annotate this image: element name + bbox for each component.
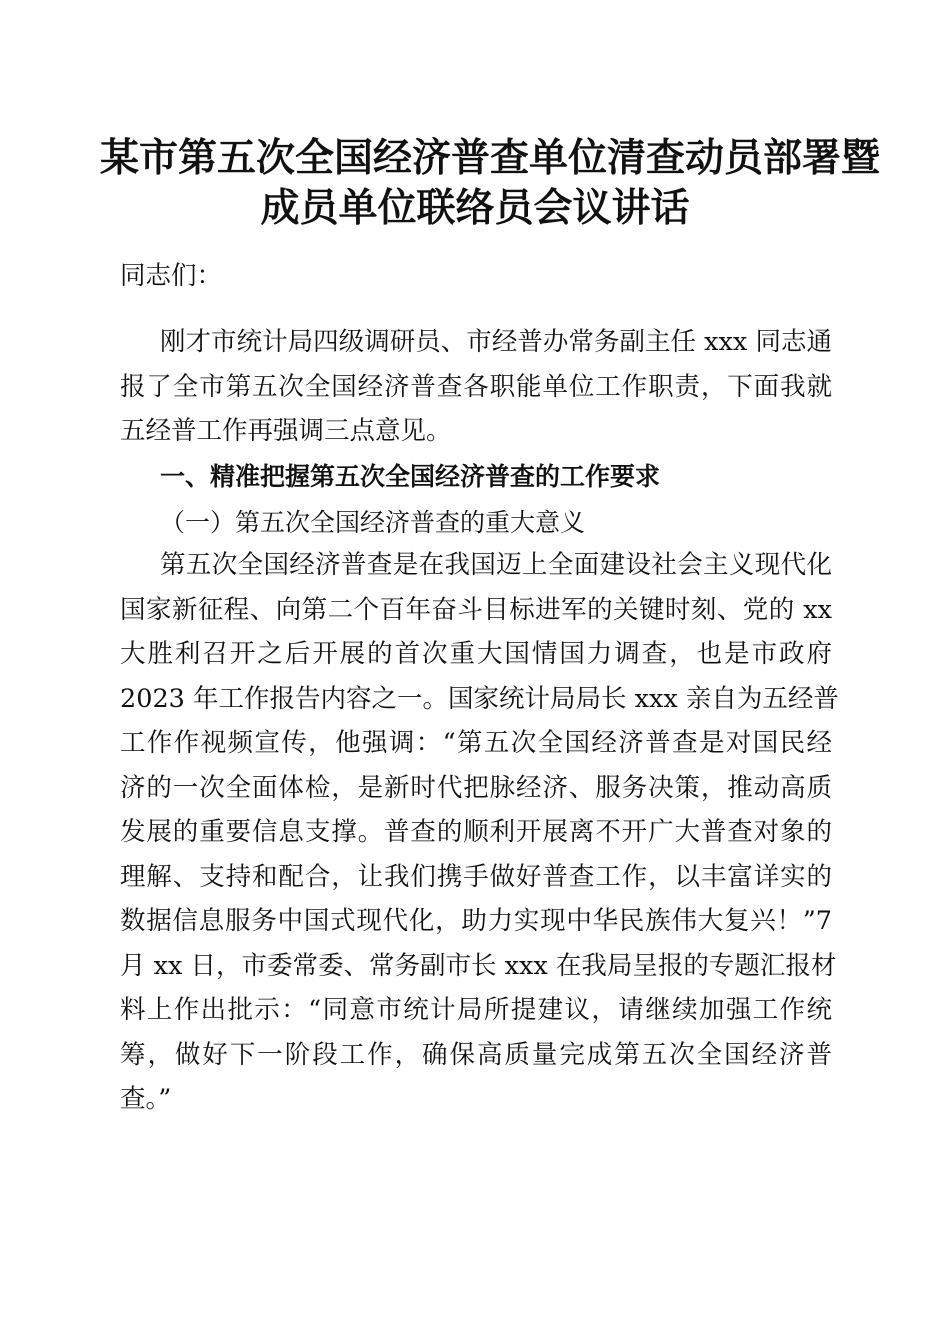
intro-line: 刚才市统计局四级调研员、市经普办常务副主任 xxx 同志通 [160, 327, 832, 357]
intro-line: 五经普工作再强调三点意见。 [120, 416, 452, 446]
body-line: 国家新征程、向第二个百年奋斗目标进军的关键时刻、党的 xx [120, 595, 832, 625]
body-line: 第五次全国经济普查是在我国迈上全面建设社会主义现代化 [160, 550, 832, 580]
body-line: 查。” [120, 1084, 172, 1114]
body-line: 料上作出批示：“同意市统计局所提建议，请继续加强工作统 [120, 995, 832, 1025]
intro-line: 报了全市第五次全国经济普查各职能单位工作职责，下面我就 [120, 372, 832, 402]
body-line: 数据信息服务中国式现代化，助力实现中华民族伟大复兴！”7 [120, 906, 832, 936]
body-line: 月 xx 日，市委常委、常务副市长 xxx 在我局呈报的专题汇报材 [120, 951, 837, 981]
body-line: 筹，做好下一阶段工作，确保高质量完成第五次全国经济普 [120, 1040, 832, 1070]
body-line: 发展的重要信息支撑。普查的顺利开展离不开广大普查对象的 [120, 817, 832, 847]
body-line: 理解、支持和配合，让我们携手做好普查工作，以丰富详实的 [120, 862, 832, 892]
body-line: 大胜利召开之后开展的首次重大国情国力调查，也是市政府 [120, 639, 832, 669]
body-line: 2023 年工作报告内容之一。国家统计局局长 xxx 亲自为五经普 [120, 684, 839, 714]
body-line: 济的一次全面体检，是新时代把脉经济、服务决策，推动高质 [120, 773, 832, 803]
subsection-heading-1: （一）第五次全国经济普查的重大意义 [160, 508, 586, 537]
body-line: 工作作视频宣传，他强调：“第五次全国经济普查是对国民经 [120, 728, 832, 758]
section-heading-1: 一、精准把握第五次全国经济普查的工作要求 [160, 462, 661, 491]
salutation: 同志们： [120, 261, 223, 291]
document-title-line-1: 某市第五次全国经济普查单位清查动员部署暨 [100, 135, 881, 181]
document-title-line-2: 成员单位联络员会议讲话 [260, 185, 690, 231]
